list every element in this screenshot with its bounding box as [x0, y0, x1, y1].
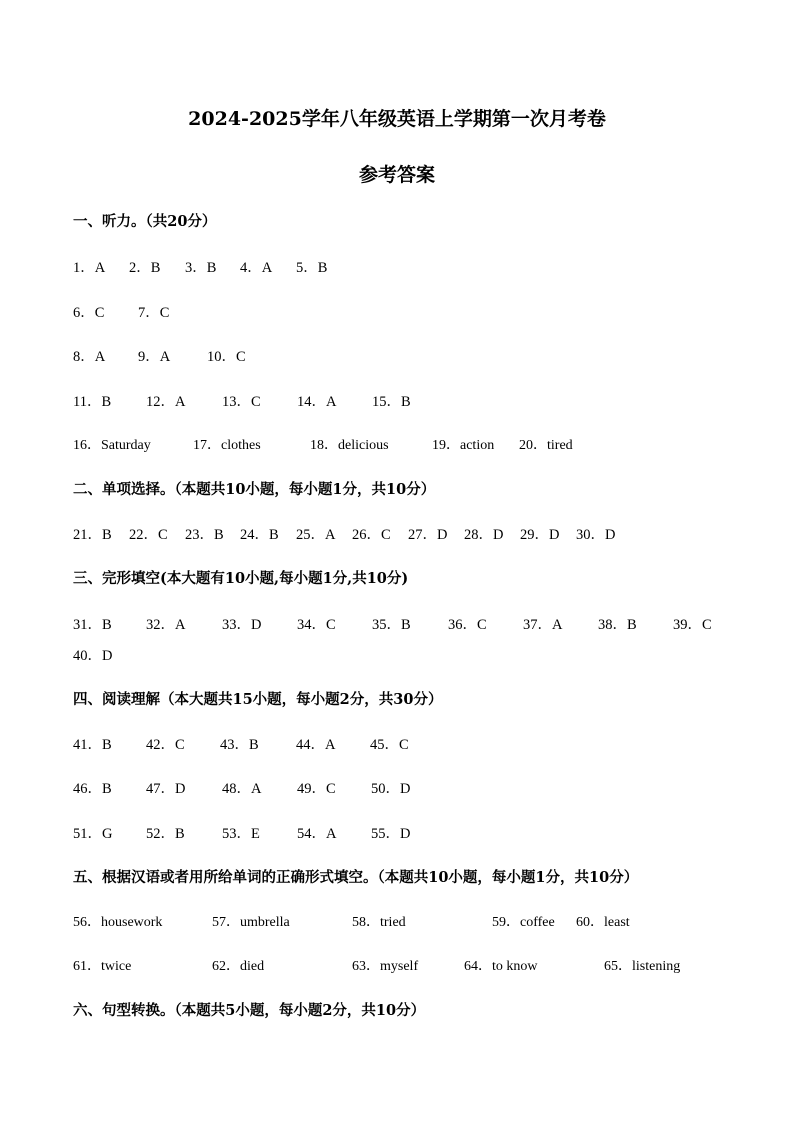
answer-row [0, 301, 794, 321]
answer-item: 45．C [370, 737, 409, 753]
answer-row [0, 390, 794, 410]
answer-item: 37．A [523, 617, 563, 633]
section-heading-fill-in: 五、根据汉语或者用所给单词的正确形式填空。（本题共10小题，每小题1分，共10分） [73, 869, 639, 886]
answer-item: 43．B [220, 737, 259, 753]
answer-row [0, 733, 794, 753]
answer-row [0, 822, 794, 842]
answer-item: 42．C [146, 737, 185, 753]
answer-item: 18．delicious [310, 438, 389, 453]
answer-item: 64．to know [464, 959, 538, 974]
answer-item: 27．D [408, 527, 448, 543]
answer-row [0, 434, 794, 454]
answer-item: 26．C [352, 527, 391, 543]
answer-item: 5．B [296, 260, 328, 276]
answer-item: 19．action [432, 438, 495, 453]
answer-item: 9．A [138, 349, 171, 365]
answer-item: 34．C [297, 617, 336, 633]
answer-item: 52．B [146, 826, 185, 842]
answer-item: 4．A [240, 260, 273, 276]
answer-item: 41．B [73, 737, 112, 753]
answer-item: 65．listening [604, 959, 681, 974]
answer-item: 2．B [129, 260, 161, 276]
answer-item: 50．D [371, 781, 411, 797]
answer-row [0, 911, 794, 931]
answer-item: 46．B [73, 781, 112, 797]
answer-row [0, 523, 794, 543]
answer-item: 63．myself [352, 959, 419, 974]
answer-item: 54．A [297, 826, 337, 842]
answer-item: 59．coffee [492, 915, 555, 930]
answer-item: 35．B [372, 617, 411, 633]
answer-item: 28．D [464, 527, 504, 543]
answer-row [0, 345, 794, 365]
answer-item: 8．A [73, 349, 106, 365]
answer-item: 56．housework [73, 915, 163, 930]
answer-item: 23．B [185, 527, 224, 543]
answer-item: 24．B [240, 527, 279, 543]
answer-item: 30．D [576, 527, 616, 543]
answer-item: 58．tried [352, 915, 406, 930]
answer-item: 20．tired [519, 438, 573, 453]
document-title: 2024-2025学年八年级英语上学期第一次月考卷 [188, 108, 606, 130]
answer-item: 17．clothes [193, 438, 261, 453]
answer-item: 62．died [212, 959, 265, 974]
answer-item: 48．A [222, 781, 262, 797]
answer-item: 36．C [448, 617, 487, 633]
answer-item: 1．A [73, 260, 106, 276]
answer-item: 38．B [598, 617, 637, 633]
answer-item: 22．C [129, 527, 168, 543]
answer-item: 3．B [185, 260, 217, 276]
answer-row [0, 256, 794, 276]
answer-item: 14．A [297, 394, 337, 410]
answer-item: 51．G [73, 826, 113, 842]
answer-row [0, 613, 794, 633]
section-heading-reading: 四、阅读理解（本大题共15小题，每小题2分，共30分） [73, 691, 443, 708]
answer-item: 49．C [297, 781, 336, 797]
answer-item: 47．D [146, 781, 186, 797]
section-heading-sentence-transformation: 六、句型转换。（本题共5小题，每小题2分，共10分） [73, 1002, 426, 1019]
answer-item: 55．D [371, 826, 411, 842]
document-subtitle: 参考答案 [358, 164, 435, 186]
answer-item: 40．D [73, 648, 113, 664]
answer-item: 33．D [222, 617, 262, 633]
answer-item: 10．C [207, 349, 246, 365]
answer-item: 32．A [146, 617, 186, 633]
answer-item: 61．twice [73, 959, 132, 974]
answer-item: 53．E [222, 826, 260, 842]
answer-row [0, 955, 794, 975]
answer-item: 15．B [372, 394, 411, 410]
answer-item: 16．Saturday [73, 438, 151, 453]
answer-item: 29．D [520, 527, 560, 543]
section-heading-cloze: 三、完形填空(本大题有10小题,每小题1分,共10分) [73, 570, 409, 587]
answer-row [0, 644, 794, 664]
answer-item: 31．B [73, 617, 112, 633]
answer-item: 25．A [296, 527, 336, 543]
answer-item: 60．least [576, 915, 630, 930]
answer-item: 44．A [296, 737, 336, 753]
section-heading-single-choice: 二、单项选择。（本题共10小题，每小题1分，共10分） [73, 481, 436, 498]
answer-item: 39．C [673, 617, 712, 633]
answer-item: 11．B [73, 394, 112, 410]
answer-item: 13．C [222, 394, 261, 410]
answer-item: 21．B [73, 527, 112, 543]
answer-row [0, 777, 794, 797]
answer-item: 57．umbrella [212, 915, 290, 930]
section-heading-listening: 一、听力。（共20分） [73, 213, 217, 230]
answer-item: 6．C [73, 305, 105, 321]
answer-item: 7．C [138, 305, 170, 321]
answer-item: 12．A [146, 394, 186, 410]
